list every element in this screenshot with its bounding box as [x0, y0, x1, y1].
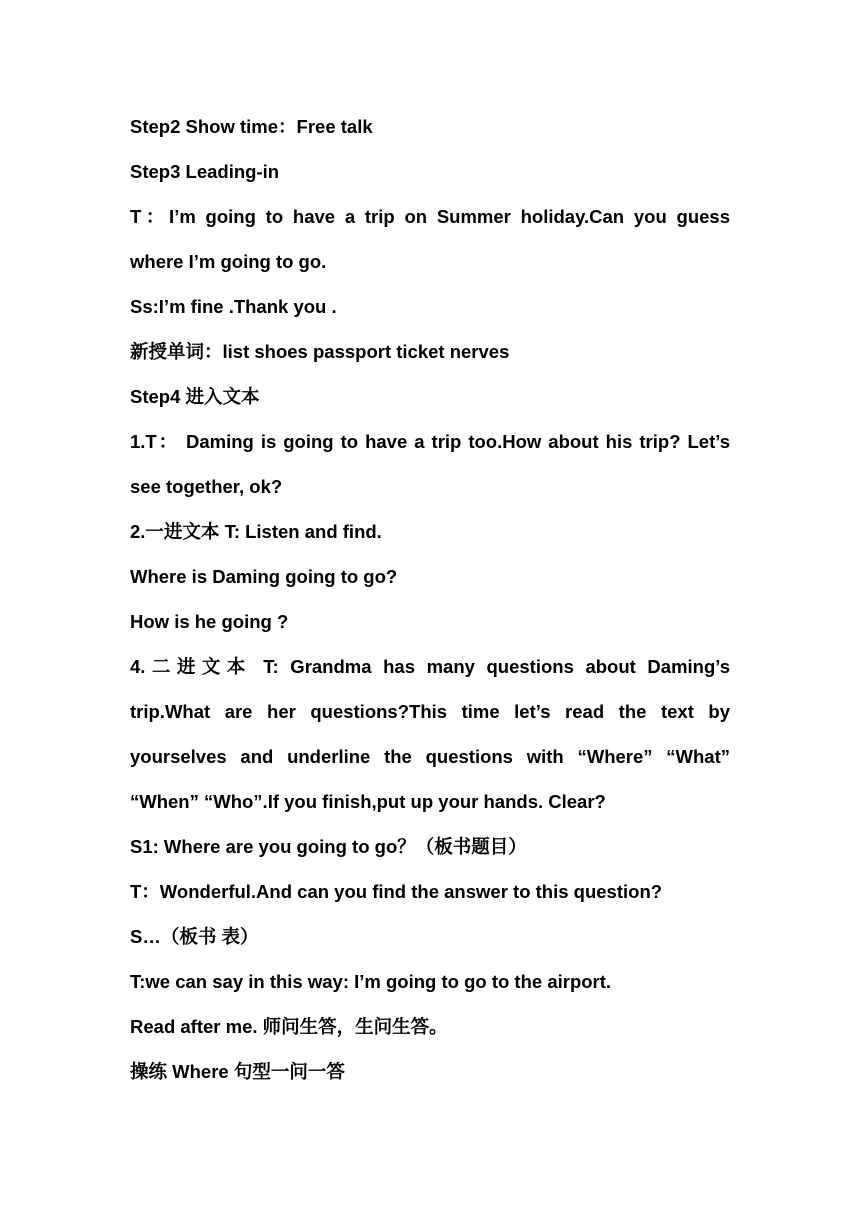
item-4-line-2: trip.What are her questions?This time let’s read the text by	[130, 701, 730, 722]
teacher-line-trip: T：I’m going to have a trip on Summer holiday.Can you guess	[130, 206, 730, 227]
step4-heading: Step4 进入文本	[130, 386, 260, 407]
step2-heading: Step2 Show time：Free talk	[130, 116, 373, 137]
item-1-line: 1.T： Daming is going to have a trip too.How about his trip? Let’s	[130, 431, 730, 452]
item-4-line: 4.二进文本 T: Grandma has many questions about Daming’s	[130, 656, 730, 677]
practice-line: 操练 Where 句型一问一答	[130, 1061, 345, 1082]
item-4-line-3: yourselves and underline the questions with “Where” “What”	[130, 746, 730, 767]
s-board-line: S…（板书 表）	[130, 926, 259, 947]
teacher-airport-line: T:we can say in this way: I’m going to go to the airport.	[130, 971, 612, 992]
item-1-line-cont: see together, ok?	[130, 476, 283, 497]
item-2-line: 2.一进文本 T: Listen and find.	[130, 521, 382, 542]
teacher-line-trip-cont: where I’m going to go.	[130, 251, 327, 272]
s1-line: S1: Where are you going to go？（板书题目）	[130, 836, 527, 857]
question-where: Where is Daming going to go?	[130, 566, 398, 587]
question-how: How is he going ?	[130, 611, 289, 632]
teacher-wonderful-line: T：Wonderful.And can you find the answer to this question?	[130, 881, 663, 902]
students-reply: Ss:I’m fine .Thank you .	[130, 296, 337, 317]
read-after-me-line: Read after me. 师问生答，生问生答。	[130, 1016, 448, 1037]
new-words-line: 新授单词：list shoes passport ticket nerves	[130, 341, 510, 362]
step3-heading: Step3 Leading-in	[130, 161, 280, 182]
item-4-line-4: “When” “Who”.If you finish,put up your hands. Clear?	[130, 791, 606, 812]
document-page	[130, 104, 730, 1094]
